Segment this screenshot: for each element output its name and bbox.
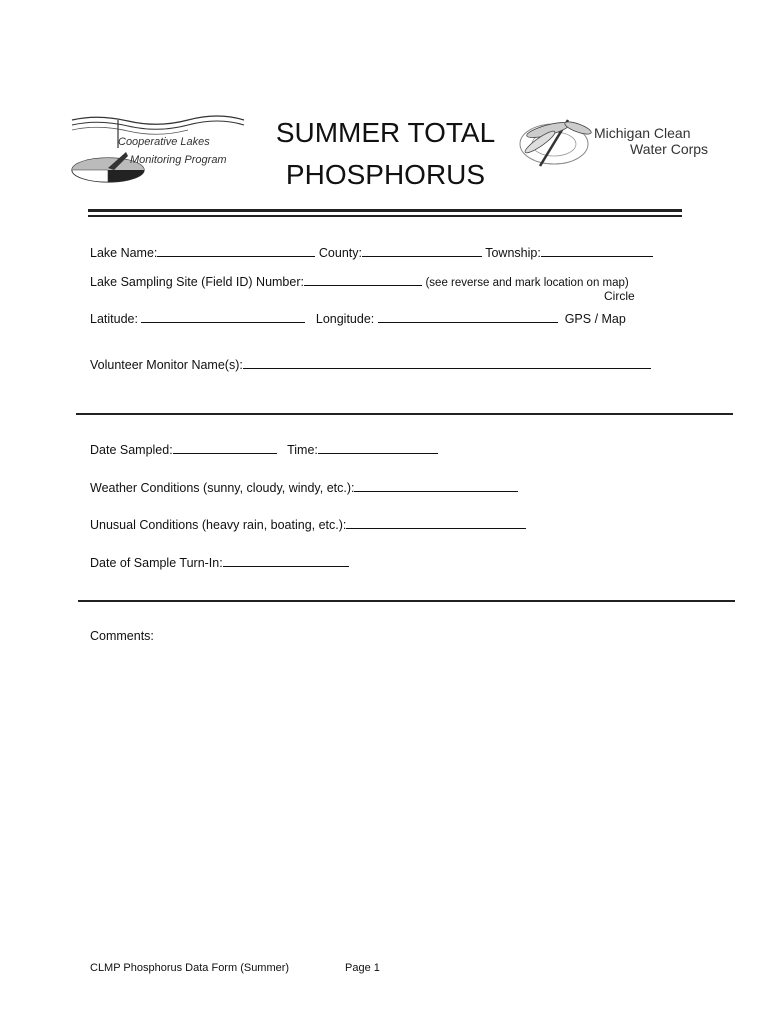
title-line1: SUMMER TOTAL (275, 117, 496, 148)
longitude-field[interactable] (378, 308, 558, 323)
mcwc-logo-line2: Water Corps (630, 141, 709, 157)
township-field[interactable] (541, 242, 653, 257)
footer-form-name: CLMP Phosphorus Data Form (Summer) (90, 962, 290, 974)
date-sampled-label: Date Sampled: (90, 443, 173, 457)
county-label: County: (318, 246, 362, 260)
turn-in-field[interactable] (223, 552, 349, 567)
section-divider-1 (76, 413, 733, 415)
date-sampled-field[interactable] (173, 439, 277, 454)
page-title (268, 112, 503, 196)
weather-field[interactable] (354, 477, 518, 492)
unusual-field[interactable] (346, 514, 526, 529)
gps-map-options[interactable]: GPS / Map (564, 312, 626, 326)
latitude-label: Latitude: (90, 312, 138, 326)
unusual-row (90, 514, 526, 532)
sampling-site-row (90, 271, 629, 289)
turn-in-row (90, 552, 349, 570)
lake-name-field[interactable] (157, 242, 315, 257)
coordinates-row (90, 308, 626, 326)
clmp-logo-line1: Cooperative Lakes (118, 136, 210, 148)
lake-name-label: Lake Name: (90, 246, 158, 260)
dragonfly-icon (518, 114, 596, 174)
mcwc-logo (518, 114, 718, 174)
clmp-logo-line2: Monitoring Program (130, 154, 227, 166)
volunteer-row (90, 354, 651, 372)
comments-area[interactable] (90, 650, 730, 940)
time-label: Time: (287, 443, 318, 457)
township-label: Township: (485, 246, 541, 260)
header-divider-bottom (88, 215, 682, 217)
circle-label: Circle (604, 289, 635, 303)
time-field[interactable] (318, 439, 438, 454)
volunteer-field[interactable] (243, 354, 651, 369)
sampling-site-label: Lake Sampling Site (Field ID) Number: (90, 275, 304, 289)
sampling-site-field[interactable] (304, 271, 422, 286)
title-line2: PHOSPHORUS (285, 159, 486, 190)
date-time-row (90, 439, 438, 457)
weather-row (90, 477, 518, 495)
lake-info-row (90, 242, 653, 260)
footer-page-number: Page 1 (345, 962, 380, 974)
section-divider-2 (78, 600, 735, 602)
clmp-logo (68, 112, 248, 192)
weather-label: Weather Conditions (sunny, cloudy, windy, etc.): (90, 481, 355, 495)
unusual-label: Unusual Conditions (heavy rain, boating, etc.): (90, 518, 347, 532)
clmp-logo-graphic (68, 112, 248, 192)
sampling-site-note: (see reverse and mark location on map) (425, 277, 629, 289)
turn-in-label: Date of Sample Turn-In: (90, 556, 223, 570)
longitude-label: Longitude: (315, 312, 375, 326)
volunteer-label: Volunteer Monitor Name(s): (90, 358, 243, 372)
mcwc-logo-line1: Michigan Clean (594, 125, 691, 141)
latitude-field[interactable] (141, 308, 305, 323)
county-field[interactable] (362, 242, 482, 257)
comments-label: Comments: (90, 629, 154, 643)
header-divider-top (88, 209, 682, 212)
